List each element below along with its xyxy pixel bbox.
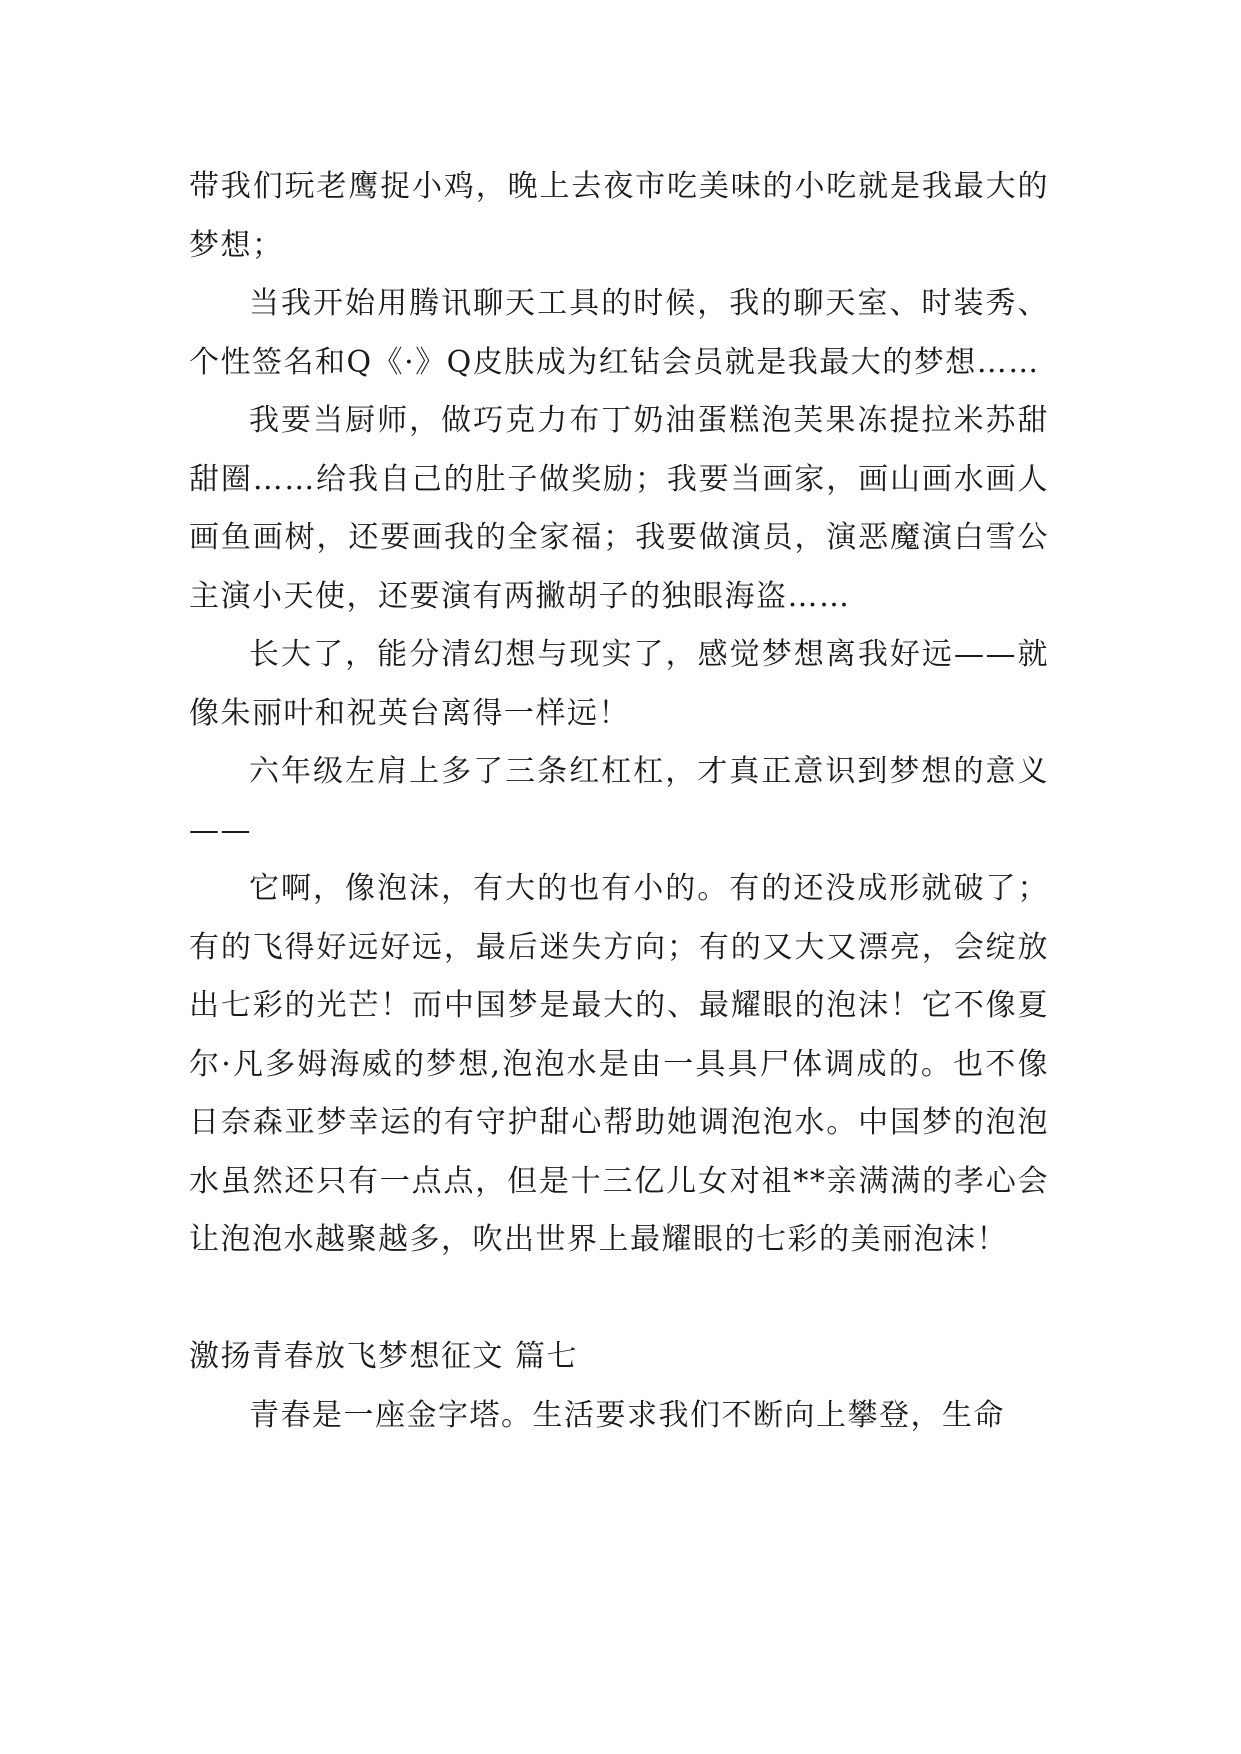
- section-title: 激扬青春放飞梦想征文 篇七: [189, 1339, 579, 1374]
- section-spacer: [189, 1270, 1049, 1329]
- paragraph-3: 我要当厨师，做巧克力布丁奶油蛋糕泡芙果冻提拉米苏甜甜圈……给我自己的肚子做奖励；我要当画家，画山画水画人画鱼画树，还要画我的全家福；我要做演员，演恶魔演白雪公主演小天使，还要演有两撇胡子的独眼海盗……: [189, 403, 1049, 614]
- document-body: [189, 158, 1049, 1445]
- paragraph-2: 当我开始用腾讯聊天工具的时候，我的聊天室、时装秀、个性签名和Q《·》Q皮肤成为红钻会员就是我最大的梦想……: [189, 286, 1049, 380]
- paragraph-6: 它啊，像泡沫，有大的也有小的。有的还没成形就破了；有的飞得好远好远，最后迷失方向；有的又大又漂亮，会绽放出七彩的光芒！而中国梦是最大的、最耀眼的泡沫！它不像夏尔·凡多姆海威的梦想,泡泡水是由一具具尸体调成的。也不像日奈森亚梦幸运的有守护甜心帮助她调泡泡水。中国梦的泡泡水虽然还只有一点点，但是十三亿儿女对祖**亲满满的孝心会让泡泡水越聚越多，吹出世界上最耀眼的七彩的美丽泡沫！: [189, 871, 1049, 1257]
- paragraph-4: 长大了，能分清幻想与现实了，感觉梦想离我好远——就像朱丽叶和祝英台离得一样远！: [189, 637, 1049, 731]
- section-paragraph: 青春是一座金字塔。生活要求我们不断向上攀登，生命: [249, 1397, 1005, 1433]
- paragraph-1: 带我们玩老鹰捉小鸡，晚上去夜市吃美味的小吃就是我最大的梦想；: [189, 169, 1049, 263]
- paragraph-5: 六年级左肩上多了三条红杠杠，才真正意识到梦想的意义——: [189, 754, 1049, 848]
